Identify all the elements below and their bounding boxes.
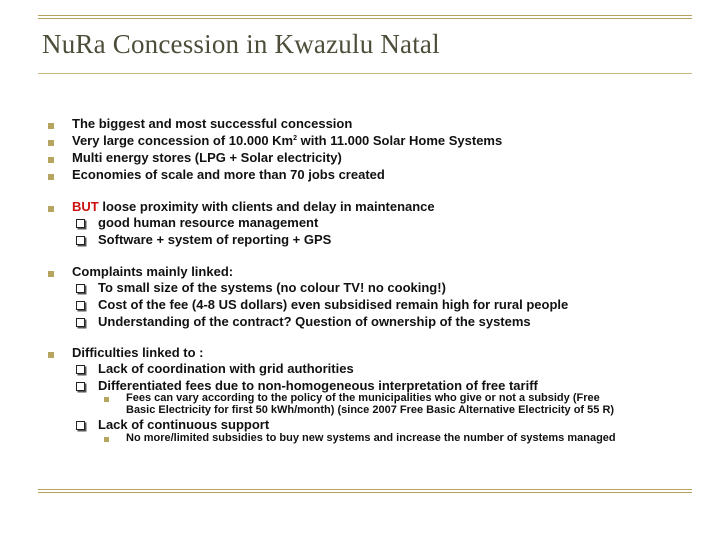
bottom-border-line-inner (38, 492, 692, 493)
bullet-text: Multi energy stores (LPG + Solar electricity) (72, 150, 342, 165)
bullet-text: Complaints mainly linked: (72, 264, 234, 279)
sub-bullet-text: Lack of continuous support (98, 417, 270, 432)
square-bullet-icon (48, 271, 54, 277)
sub-bullet-text: good human resource management (98, 215, 319, 230)
bottom-border-line (38, 489, 692, 490)
bullet-text: Difficulties linked to : (72, 345, 204, 360)
checkbox-bullet-icon (76, 365, 85, 374)
square-bullet-icon (48, 352, 54, 358)
slide-title: NuRa Concession in Kwazulu Natal (42, 29, 440, 59)
checkbox-bullet-icon (76, 301, 85, 310)
title-underline (38, 73, 692, 74)
square-bullet-icon (48, 123, 54, 129)
square-bullet-icon (48, 206, 54, 212)
checkbox-bullet-icon (76, 318, 85, 327)
sub-bullet-text: To small size of the systems (no colour TV! no cooking!) (98, 280, 446, 295)
checkbox-bullet-icon (76, 382, 85, 391)
sub-bullet-text: Lack of coordination with grid authorities (98, 361, 354, 376)
square-bullet-icon (48, 157, 54, 163)
small-square-bullet-icon (104, 397, 109, 402)
sub-bullet-text: Software + system of reporting + GPS (98, 232, 332, 247)
superscript: 2 (293, 135, 298, 142)
checkbox-bullet-icon (76, 236, 85, 245)
top-border-line (38, 15, 692, 16)
highlight-text: BUT (72, 199, 99, 214)
checkbox-bullet-icon (76, 421, 85, 430)
bullet-text: The biggest and most successful concession (72, 116, 353, 131)
sub-bullet-text: Cost of the fee (4-8 US dollars) even subsidised remain high for rural people (98, 297, 569, 312)
small-square-bullet-icon (104, 437, 109, 442)
bullet-text: BUT loose proximity with clients and delay in maintenance (72, 199, 435, 214)
sub-sub-bullet-text: Fees can vary according to the policy of the municipalities who give or not a subsidy (Free (126, 392, 600, 404)
top-border-line-inner (38, 18, 692, 19)
checkbox-bullet-icon (76, 284, 85, 293)
sub-bullet-text: Differentiated fees due to non-homogeneous interpretation of free tariff (98, 378, 538, 393)
square-bullet-icon (48, 174, 54, 180)
bullet-text: Economies of scale and more than 70 jobs created (72, 167, 385, 182)
checkbox-bullet-icon (76, 219, 85, 228)
sub-bullet-text: Understanding of the contract? Question of ownership of the systems (98, 314, 531, 329)
square-bullet-icon (48, 140, 54, 146)
sub-sub-bullet-text-continued: Basic Electricity for first 50 kWh/month) (since 2007 Free Basic Alternative Electricity of 55 R) (126, 404, 615, 416)
sub-sub-bullet-text: No more/limited subsidies to buy new systems and increase the number of systems managed (126, 432, 616, 444)
bullet-text: Very large concession of 10.000 Km$^2$ with 11.000 Solar Home Systems (72, 133, 503, 148)
